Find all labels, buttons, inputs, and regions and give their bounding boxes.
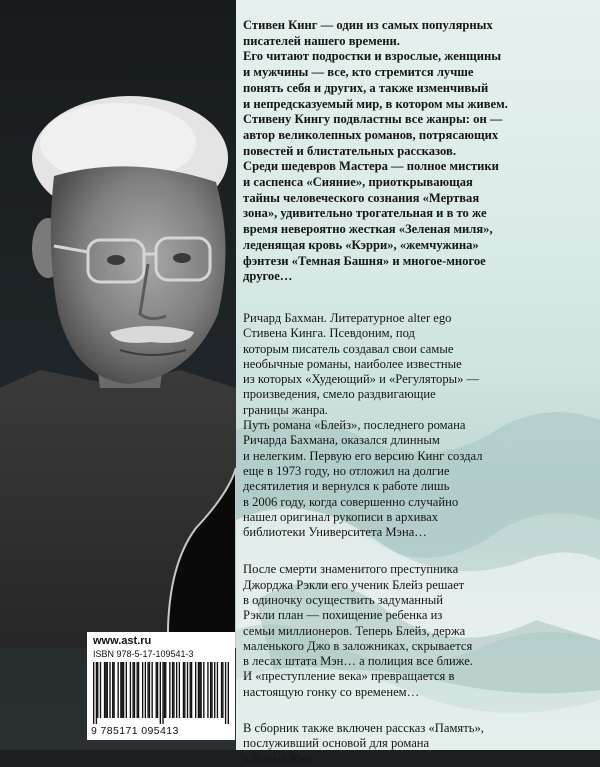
- barcode-bar: [228, 662, 229, 724]
- plot-line: маленького Джо в заложниках, скрывается: [243, 638, 473, 653]
- bachman-line: Ричарда Бахмана, оказался длинным: [243, 433, 440, 448]
- plot-line: настоящую гонку со временем…: [243, 684, 420, 699]
- isbn-number: ISBN 978-5-17-109541-3: [93, 649, 194, 659]
- barcode-bar: [93, 662, 94, 724]
- intro-line: фэнтези «Темная Башня» и многое-многое: [243, 253, 486, 268]
- author-photo: [0, 88, 236, 648]
- intro-line: и непредсказуемый мир, в котором мы живем.: [243, 96, 508, 111]
- author-intro: [243, 18, 579, 285]
- barcode: [93, 662, 229, 724]
- barcode-bar: [104, 662, 105, 718]
- barcode-bar: [217, 662, 218, 718]
- barcode-bar: [105, 662, 106, 718]
- intro-line: Среди шедевров Мастера — полное мистики: [243, 159, 499, 174]
- intro-line: зона», удивительно трогательная и в то же: [243, 206, 487, 221]
- barcode-bar: [222, 662, 223, 718]
- bachman-line: Ричард Бахман. Литературное alter ego: [243, 310, 452, 325]
- barcode-bar: [169, 662, 170, 718]
- barcode-bar: [173, 662, 174, 718]
- barcode-bar: [179, 662, 180, 718]
- barcode-bar: [198, 662, 199, 718]
- barcode-bar: [151, 662, 152, 718]
- extra-line: послуживший основой для романа: [243, 736, 430, 751]
- bachman-line: в 2006 году, когда совершенно случайно: [243, 494, 459, 509]
- bachman-line: необычные романы, наиболее известные: [243, 356, 462, 371]
- intro-line: леденящая кровь «Кэрри», «жемчужина»: [243, 237, 479, 252]
- barcode-bar: [100, 662, 101, 718]
- barcode-bar: [156, 662, 157, 718]
- intro-line: Его читают подростки и взрослые, женщины: [243, 49, 502, 64]
- plot-summary: [243, 562, 579, 700]
- intro-line: Стивен Кинг — один из самых популярных: [243, 18, 493, 32]
- plot-line: Рэкли план — похищение ребенка из: [243, 608, 443, 623]
- barcode-bar: [200, 662, 201, 718]
- barcode-bar: [130, 662, 131, 718]
- plot-line: Джорджа Рэкли его ученик Блейз решает: [243, 577, 465, 592]
- extra-line: В сборник также включен рассказ «Память»,: [243, 721, 484, 736]
- barcode-bar: [195, 662, 196, 718]
- bachman-line: произведения, смело раздвигающие: [243, 387, 436, 402]
- barcode-bar: [113, 662, 114, 718]
- bachman-line: нашел оригинал рукописи в архивах: [243, 509, 439, 524]
- intro-line: и мужчины — все, кто стремится лучше: [243, 65, 474, 80]
- extra-story-note: [243, 721, 579, 767]
- bachman-line: и нелегким. Первую его версию Кинг создал: [243, 448, 483, 463]
- barcode-bar: [207, 662, 208, 718]
- barcode-bar: [134, 662, 135, 718]
- barcode-bar: [211, 662, 212, 718]
- barcode-bar: [221, 662, 222, 718]
- barcode-digits: 9 785171 095413: [91, 725, 179, 737]
- barcode-bar: [147, 662, 148, 718]
- plot-line: И «преступление века» превращается в: [243, 669, 455, 684]
- author-photo-panel: [0, 0, 236, 750]
- intro-line: и саспенса «Сияние», приоткрывающая: [243, 175, 473, 190]
- bachman-paragraph: [243, 311, 579, 540]
- barcode-bar: [176, 662, 177, 718]
- barcode-bar: [214, 662, 215, 718]
- publisher-info-box: [87, 632, 235, 740]
- plot-line: в одиночку осуществить задуманный: [243, 593, 443, 607]
- intro-line: Стивену Кингу подвластны все жанры: он —: [243, 112, 503, 127]
- barcode-bar: [172, 662, 173, 718]
- barcode-bar: [96, 662, 97, 724]
- barcode-bar: [165, 662, 166, 718]
- intro-line: автор великолепных романов, потрясающих: [243, 127, 499, 142]
- barcode-bar: [137, 662, 138, 718]
- barcode-bar: [157, 662, 158, 718]
- barcode-bar: [122, 662, 123, 718]
- barcode-bar: [132, 662, 133, 718]
- barcode-bar: [191, 662, 192, 718]
- barcode-bar: [210, 662, 211, 718]
- bachman-line: Стивена Кинга. Псевдоним, под: [243, 326, 415, 341]
- barcode-bar: [184, 662, 185, 718]
- intro-line: писателей нашего времени.: [243, 33, 400, 48]
- barcode-bar: [117, 662, 118, 718]
- barcode-bar: [97, 662, 98, 718]
- barcode-bar: [138, 662, 139, 718]
- barcode-bar: [109, 662, 110, 718]
- bachman-line: библиотеки Университета Мэна…: [243, 525, 427, 540]
- bachman-line: из которых «Худеющий» и «Регуляторы» —: [243, 372, 480, 387]
- barcode-bar: [120, 662, 121, 718]
- intro-line: время невероятно жесткая «Зеленая миля»,: [243, 222, 493, 237]
- barcode-bar: [187, 662, 188, 718]
- extra-line: «Дьюма-Ки».: [243, 751, 316, 766]
- bachman-line: еще в 1973 году, но отложил на долгие: [243, 463, 450, 478]
- bachman-line: Путь романа «Блейз», последнего романа: [243, 418, 466, 433]
- barcode-bar: [107, 662, 108, 718]
- barcode-bar: [145, 662, 146, 718]
- barcode-bar: [225, 662, 226, 724]
- publisher-website: www.ast.ru: [93, 635, 152, 647]
- barcode-bar: [199, 662, 200, 718]
- barcode-bar: [112, 662, 113, 718]
- bachman-line: десятилетия и вернулся к работе лишь: [243, 479, 450, 494]
- bachman-line: границы жанра.: [243, 402, 328, 417]
- intro-line: тайны человеческого сознания «Мертвая: [243, 190, 480, 205]
- barcode-bar: [123, 662, 124, 718]
- intro-line: повестей и блистательных рассказов.: [243, 143, 456, 158]
- barcode-bar: [162, 662, 163, 724]
- barcode-bar: [126, 662, 127, 718]
- barcode-bar: [190, 662, 191, 718]
- barcode-bar: [149, 662, 150, 718]
- bachman-line: которым писатель создавал свои самые: [243, 341, 454, 356]
- barcode-bar: [203, 662, 204, 718]
- intro-line: другое…: [243, 269, 293, 284]
- barcode-bar: [142, 662, 143, 718]
- intro-line: понять себя и других, а также изменчивый: [243, 80, 489, 95]
- plot-line: После смерти знаменитого преступника: [243, 562, 459, 577]
- barcode-bar: [183, 662, 184, 718]
- barcode-bar: [164, 662, 165, 718]
- plot-line: семьи миллионеров. Теперь Блейз, держа: [243, 623, 466, 638]
- annotation-text: [243, 18, 579, 767]
- plot-line: в лесах штата Мэн… а полиция все ближе.: [243, 654, 473, 669]
- barcode-bar: [160, 662, 161, 724]
